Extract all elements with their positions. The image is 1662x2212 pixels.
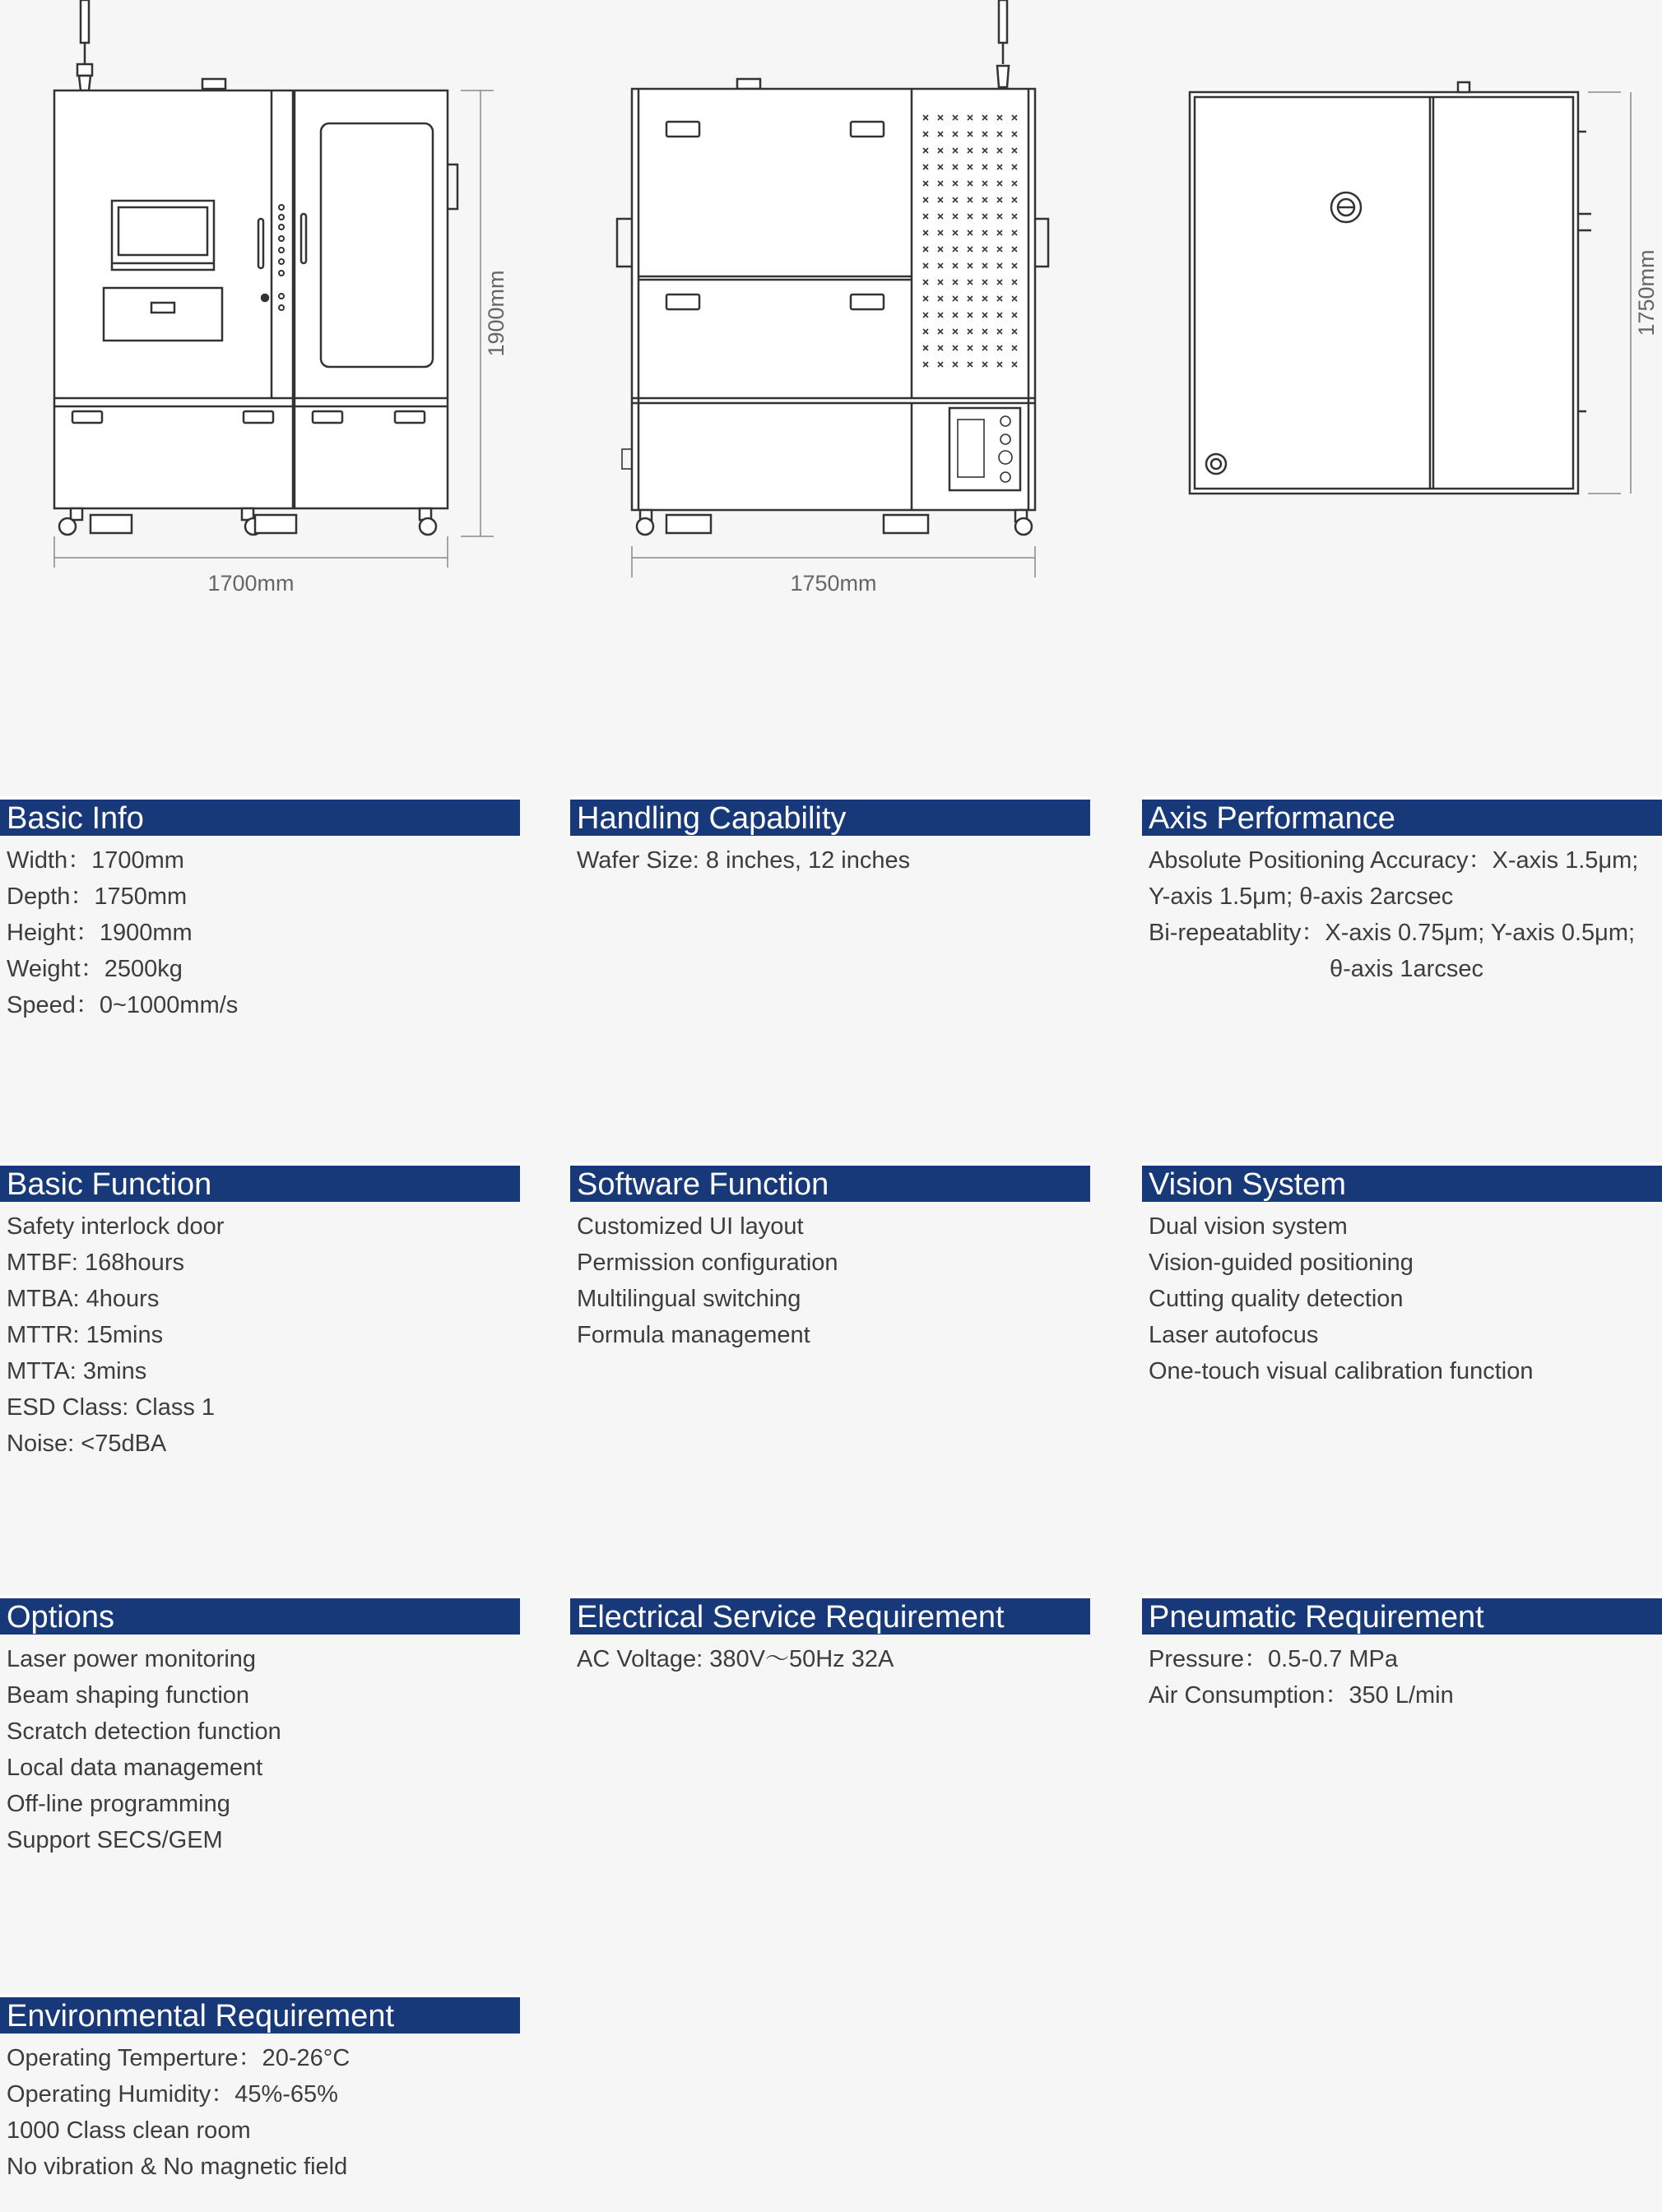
basic-function-list bbox=[0, 1202, 520, 1462]
software-function-section bbox=[570, 1162, 1090, 1353]
software-function-header: Software Function bbox=[570, 1162, 1090, 1202]
list-item: Safety interlock door bbox=[7, 1213, 225, 1240]
list-item: Air Consumption：350 L/min bbox=[1149, 1682, 1454, 1709]
list-item: Width：1700mm bbox=[7, 847, 184, 874]
list-item: Vision-guided positioning bbox=[1149, 1250, 1414, 1276]
options-list bbox=[0, 1635, 520, 1858]
electrical-requirement-list bbox=[570, 1635, 1090, 1677]
list-item: Customized UI layout bbox=[577, 1213, 804, 1240]
environmental-requirement-section bbox=[0, 1994, 520, 2185]
top-depth-label: 1750mm bbox=[1634, 249, 1659, 336]
list-item: Wafer Size: 8 inches, 12 inches bbox=[577, 847, 911, 874]
list-item: Support SECS/GEM bbox=[7, 1827, 223, 1853]
options-section bbox=[0, 1595, 520, 1858]
list-item: Height：1900mm bbox=[7, 920, 193, 946]
environmental-requirement-header: Environmental Requirement bbox=[0, 1994, 520, 2033]
list-item: Weight：2500kg bbox=[7, 956, 183, 982]
front-height-label: 1900mm bbox=[484, 270, 508, 357]
list-item: MTTA: 3mins bbox=[7, 1358, 147, 1384]
list-item: AC Voltage: 380V～50Hz 32A bbox=[577, 1646, 894, 1672]
list-item: Formula management bbox=[577, 1322, 810, 1348]
electrical-requirement-section bbox=[570, 1595, 1090, 1677]
list-item: Scratch detection function bbox=[7, 1718, 281, 1745]
list-item: Cutting quality detection bbox=[1149, 1286, 1404, 1312]
vision-system-list bbox=[1142, 1202, 1662, 1389]
side-view-drawing bbox=[617, 0, 1048, 577]
list-item: Laser power monitoring bbox=[7, 1646, 257, 1672]
top-view-drawing bbox=[1190, 82, 1631, 494]
electrical-requirement-header: Electrical Service Requirement bbox=[570, 1595, 1090, 1635]
basic-info-section bbox=[0, 796, 520, 1023]
basic-function-header: Basic Function bbox=[0, 1162, 520, 1202]
list-item: Pressure：0.5-0.7 MPa bbox=[1149, 1646, 1399, 1672]
handling-capability-list bbox=[570, 836, 1090, 879]
pneumatic-requirement-section bbox=[1142, 1595, 1662, 1713]
list-item: θ-axis 1arcsec bbox=[1330, 956, 1483, 982]
axis-performance-list bbox=[1142, 836, 1662, 987]
list-item: Dual vision system bbox=[1149, 1213, 1348, 1240]
list-item: No vibration & No magnetic field bbox=[7, 2154, 348, 2180]
list-item: Permission configuration bbox=[577, 1250, 838, 1276]
pneumatic-requirement-list bbox=[1142, 1635, 1662, 1713]
list-item: Laser autofocus bbox=[1149, 1322, 1319, 1348]
axis-performance-section bbox=[1142, 796, 1662, 987]
vision-system-header: Vision System bbox=[1142, 1162, 1662, 1202]
front-view-drawing bbox=[54, 0, 494, 568]
list-item: Off-line programming bbox=[7, 1791, 230, 1817]
software-function-list bbox=[570, 1202, 1090, 1353]
list-item: MTBF: 168hours bbox=[7, 1250, 184, 1276]
environmental-requirement-list bbox=[0, 2033, 520, 2185]
side-width-label: 1750mm bbox=[790, 571, 877, 596]
list-item: Operating Humidity：45%-65% bbox=[7, 2081, 338, 2108]
list-item: Operating Temperture：20-26°C bbox=[7, 2045, 351, 2071]
list-item: Noise: <75dBA bbox=[7, 1431, 167, 1457]
axis-performance-header: Axis Performance bbox=[1142, 796, 1662, 836]
front-width-label: 1700mm bbox=[207, 571, 295, 596]
list-item: MTTR: 15mins bbox=[7, 1322, 164, 1348]
basic-function-section bbox=[0, 1162, 520, 1462]
options-header: Options bbox=[0, 1595, 520, 1635]
handling-capability-header: Handling Capability bbox=[570, 796, 1090, 836]
list-item: ESD Class: Class 1 bbox=[7, 1394, 216, 1421]
list-item: Multilingual switching bbox=[577, 1286, 801, 1312]
list-item: Y-axis 1.5μm; θ-axis 2arcsec bbox=[1149, 883, 1454, 910]
list-item: 1000 Class clean room bbox=[7, 2117, 251, 2144]
basic-info-list bbox=[0, 836, 520, 1023]
list-item: Speed：0~1000mm/s bbox=[7, 992, 239, 1018]
handling-capability-section bbox=[570, 796, 1090, 879]
basic-info-header: Basic Info bbox=[0, 796, 520, 836]
list-item: Absolute Positioning Accuracy：X-axis 1.5μm; bbox=[1149, 847, 1639, 874]
list-item: Depth：1750mm bbox=[7, 883, 188, 910]
list-item: Local data management bbox=[7, 1755, 263, 1781]
vision-system-section bbox=[1142, 1162, 1662, 1389]
list-item: Beam shaping function bbox=[7, 1682, 250, 1709]
pneumatic-requirement-header: Pneumatic Requirement bbox=[1142, 1595, 1662, 1635]
list-item: MTBA: 4hours bbox=[7, 1286, 160, 1312]
list-item: Bi-repeatablity：X-axis 0.75μm; Y-axis 0.5μm; bbox=[1149, 920, 1636, 946]
technical-drawings bbox=[0, 0, 1662, 740]
list-item: One-touch visual calibration function bbox=[1149, 1358, 1534, 1384]
